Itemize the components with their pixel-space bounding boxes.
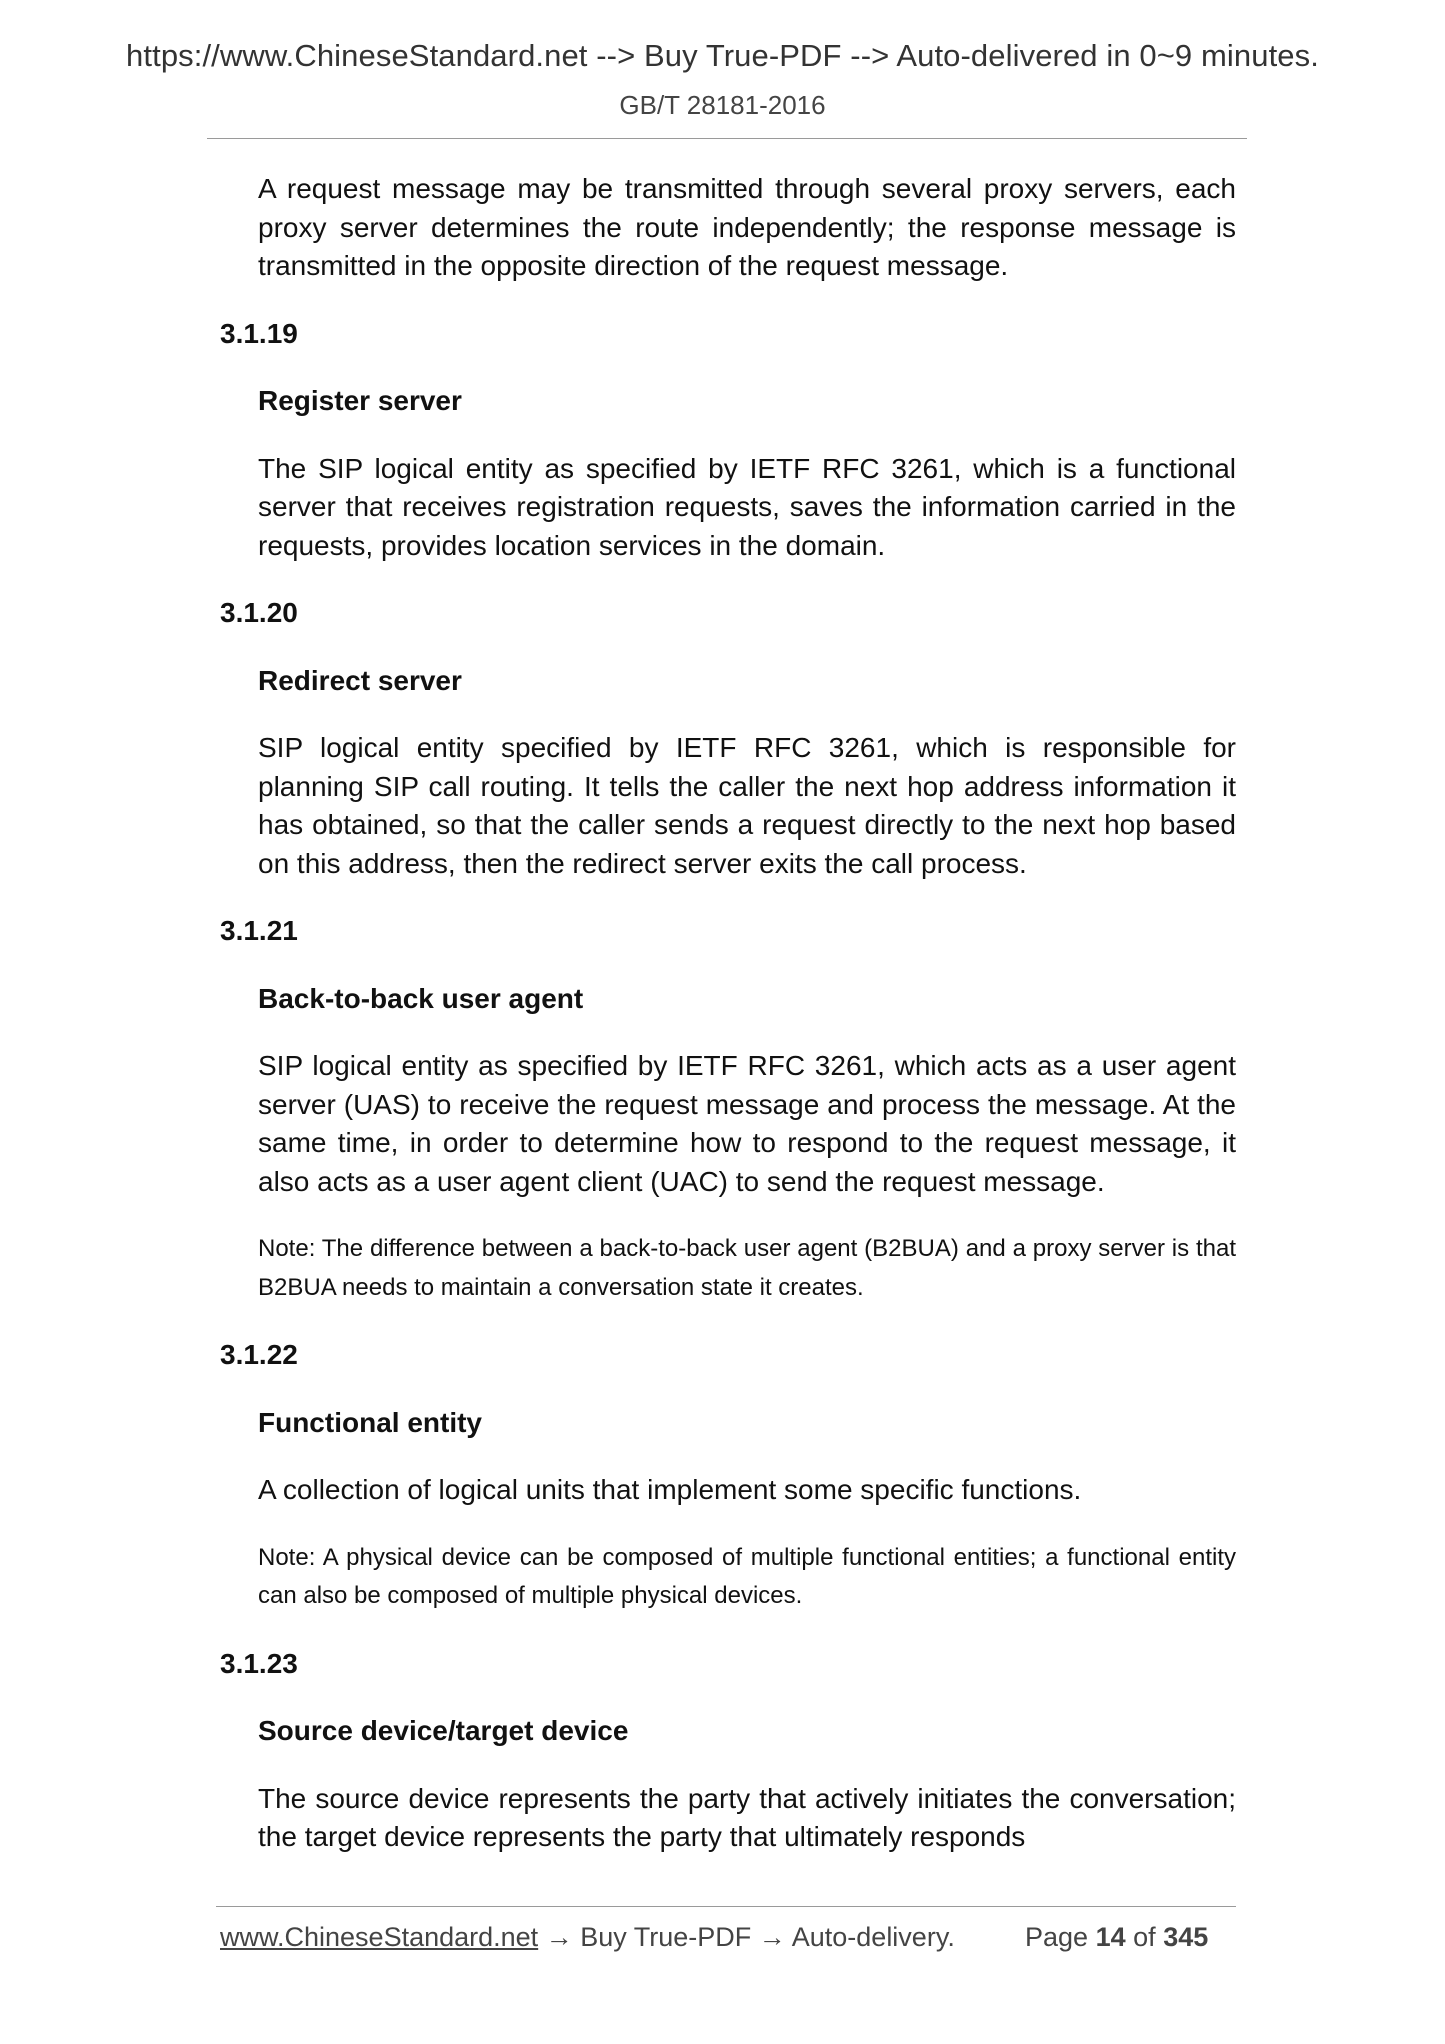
page-label: Page [1025,1922,1089,1952]
page-current: 14 [1095,1922,1126,1952]
intro-paragraph: A request message may be transmitted through several proxy servers, each proxy server determines the route independently; the response message is transmitted in the opposite direction of the request message. [258,173,1236,281]
header-divider [207,138,1247,139]
section-number: 3.1.21 [220,915,298,946]
section-number: 3.1.19 [220,317,298,349]
section-number: 3.1.20 [220,597,298,628]
section-number: 3.1.23 [220,1647,298,1679]
section-number: 3.1.22 [220,1339,298,1370]
page-indicator [1025,1922,1208,1953]
term-title: Source device/target device [258,1715,629,1746]
term-definition: SIP logical entity as specified by IETF RFC 3261, which acts as a user agent server (UAS) to receive the request message and process the message. At the same time, in order to determine how to respond to the request message, it also acts as a user agent client (UAC) to send the request message. [258,1050,1236,1197]
term-definition: A collection of logical units that implement some specific functions. [258,1474,1082,1505]
page-total: 345 [1163,1922,1209,1952]
term-definition: SIP logical entity specified by IETF RFC 3261, which is responsible for planning SIP call routing. It tells the caller the next hop address information it has obtained, so that the caller sends a request directly to the next hop based on this address, then the redirect server exits the call process. [258,732,1236,879]
term-definition: The SIP logical entity as specified by IETF RFC 3261, which is a functional server that receives registration requests, saves the information carried in the requests, provides location services in the domain. [258,452,1236,561]
term-title: Redirect server [258,664,462,696]
header-banner: https://www.ChineseStandard.net --> Buy True-PDF --> Auto-delivered in 0~9 minutes. [126,38,1319,73]
term-title: Functional entity [258,1406,482,1438]
of-label: of [1133,1922,1156,1952]
page-body [0,170,1445,1857]
term-note: Note: The difference between a back-to-back user agent (B2BUA) and a proxy server is that B2BUA needs to maintain a conversation state it creates. [258,1235,1236,1301]
footer-links-text: → Buy True-PDF → Auto-delivery. [538,1922,955,1952]
term-title: Back-to-back user agent [258,982,584,1014]
footer-divider [216,1906,1236,1907]
footer-site-link[interactable]: www.ChineseStandard.net [220,1922,539,1952]
term-title: Register server [258,385,462,416]
term-note: Note: A physical device can be composed of multiple functional entities; a functional entity can also be composed of multiple physical devices. [258,1543,1236,1609]
term-definition: The source device represents the party that actively initiates the conversation; the target device represents the party that ultimately responds [258,1782,1236,1852]
standard-number: GB/T 28181-2016 [619,90,826,120]
